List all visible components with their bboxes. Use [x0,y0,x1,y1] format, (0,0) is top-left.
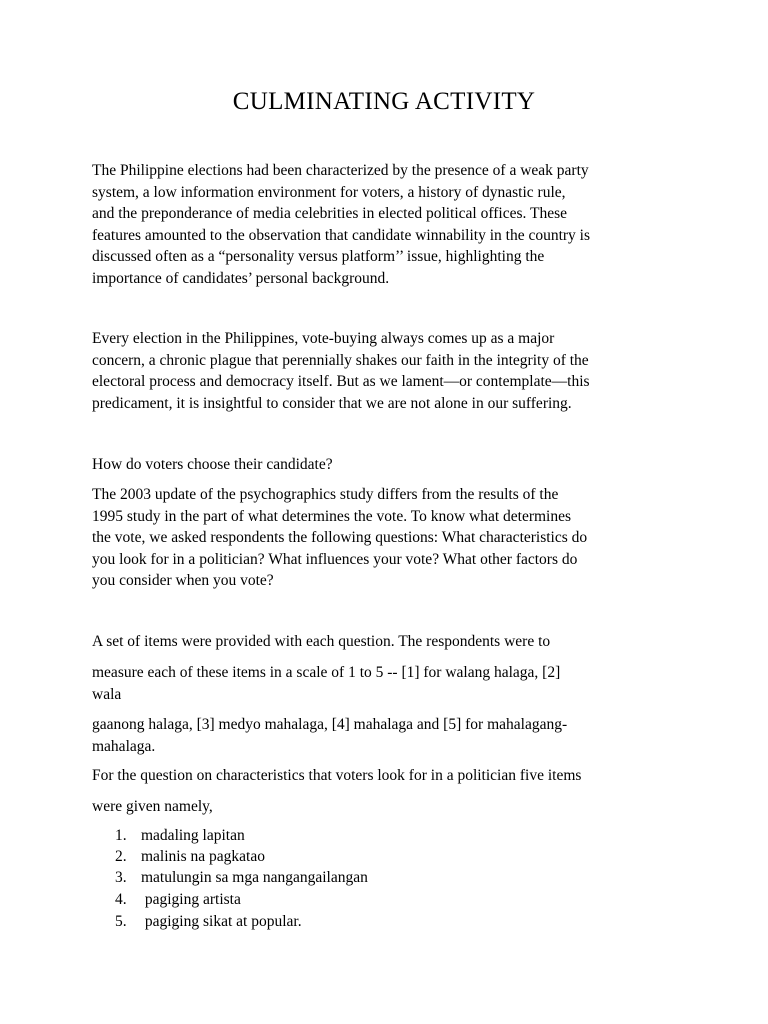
list-number: 2. [115,848,127,865]
list-number: 4. [115,891,127,908]
text-line: electoral process and democracy itself. But as we lament—or contemplate—this [92,373,590,390]
list-text: pagiging artista [141,891,241,908]
list-number: 3. [115,869,127,886]
list-number: 5. [115,913,127,930]
text-line: A set of items were provided with each question. The respondents were to [92,633,551,650]
list-text: pagiging sikat at popular. [141,913,302,930]
list-item [115,890,241,910]
paragraph-question [92,454,682,476]
page-title: CULMINATING ACTIVITY [232,88,536,115]
text-line: features amounted to the observation that candidate winnability in the country is [92,226,591,244]
list-item [115,868,368,888]
paragraph-items-intro [92,631,682,653]
list-text: madaling lapitan [141,827,245,844]
text-line: importance of candidates’ personal background. [92,269,390,287]
text-line: Every election in the Philippines, vote-buying always comes up as a major [92,330,555,347]
text-line: and the preponderance of media celebrities in elected political offices. These [92,205,567,222]
text-line: mahalaga. [92,737,156,755]
list-item [115,826,245,846]
text-line: system, a low information environment for voters, a history of dynastic rule, [92,183,566,201]
text-line: The 2003 update of the psychographics study differs from the results of the [92,486,559,503]
text-line: predicament, it is insightful to consider that we are not alone in our suffering. [92,394,572,412]
text-line: 1995 study in the part of what determines the vote. To know what determines [92,507,572,525]
text-line: wala [92,685,122,703]
list-text: malinis na pagkatao [141,848,265,865]
text-line: measure each of these items in a scale of 1 to 5 -- [1] for walang halaga, [2] [92,664,561,681]
text-line: the vote, we asked respondents the following questions: What characteristics do [92,529,588,546]
list-item [115,847,265,867]
paragraph-scale [92,662,682,705]
text-line: were given namely, [92,798,213,815]
paragraph-characteristics [92,765,682,787]
text-line: The Philippine elections had been characterized by the presence of a weak party [92,162,589,179]
text-line: you consider when you vote? [92,572,274,589]
paragraph-vote-buying [92,328,682,414]
text-line: discussed often as a “personality versus platform’’ issue, highlighting the [92,248,545,265]
paragraph-scale-continued [92,714,682,757]
text-line: For the question on characteristics that voters look for in a politician five items [92,767,582,784]
text-line: concern, a chronic plague that perennially shakes our faith in the integrity of the [92,351,589,369]
paragraph-psychographics [92,484,682,592]
paragraph-given [92,796,682,818]
paragraph-elections [92,160,682,289]
list-number: 1. [115,827,127,844]
text-line: How do voters choose their candidate? [92,456,333,473]
text-line: gaanong halaga, [3] medyo mahalaga, [4] mahalaga and [5] for mahalagang- [92,716,568,733]
list-item [115,912,302,932]
list-text: matulungin sa mga nangangailangan [141,869,368,886]
text-line: you look for in a politician? What influences your vote? What other factors do [92,550,578,568]
